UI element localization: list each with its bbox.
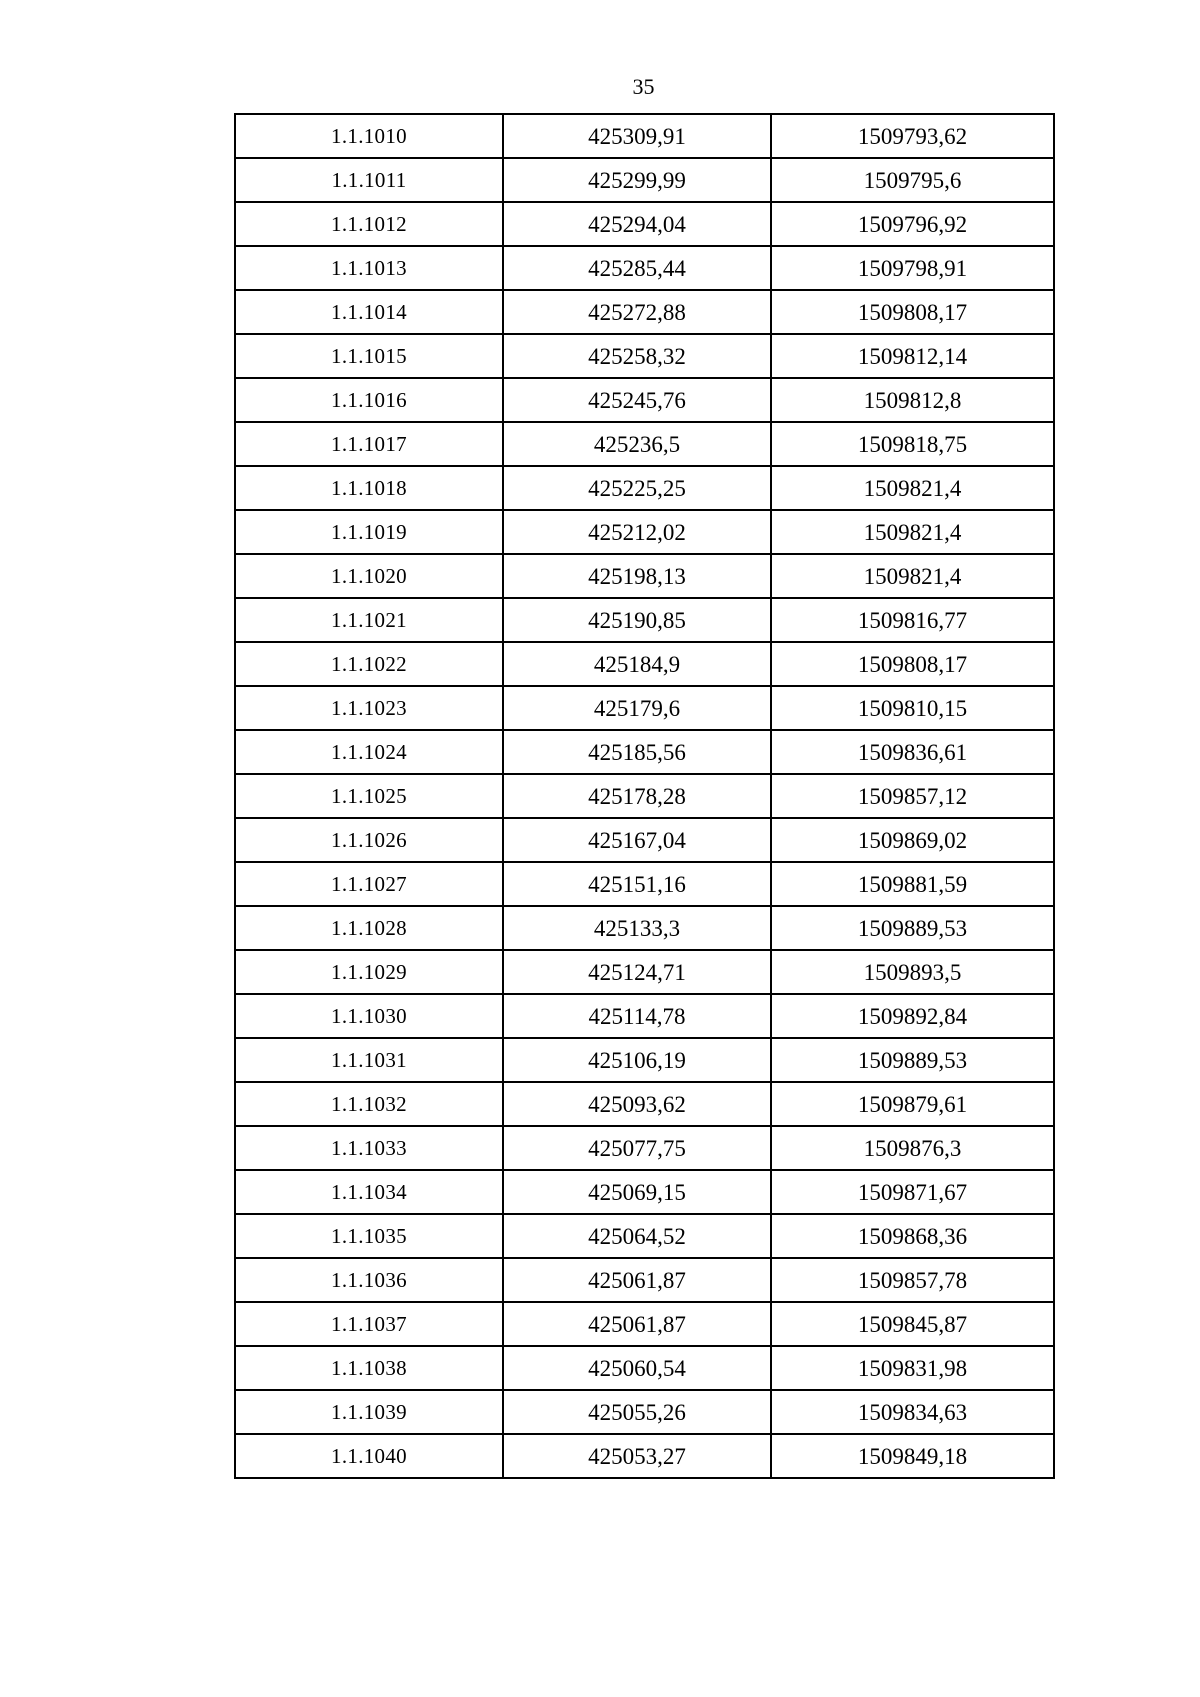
- table-row: [235, 1126, 1054, 1170]
- point-id-cell: 1.1.1028: [235, 906, 503, 950]
- x-coordinate-cell: 425133,3: [503, 906, 771, 950]
- y-coordinate-cell: 1509881,59: [771, 862, 1054, 906]
- y-coordinate-cell: 1509892,84: [771, 994, 1054, 1038]
- table-row: [235, 774, 1054, 818]
- y-coordinate-cell: 1509818,75: [771, 422, 1054, 466]
- point-id-cell: 1.1.1011: [235, 158, 503, 202]
- point-id-cell: 1.1.1024: [235, 730, 503, 774]
- y-coordinate-cell: 1509869,02: [771, 818, 1054, 862]
- table-row: [235, 994, 1054, 1038]
- table-row: [235, 1390, 1054, 1434]
- point-id-cell: 1.1.1038: [235, 1346, 503, 1390]
- table-row: [235, 1258, 1054, 1302]
- x-coordinate-cell: 425124,71: [503, 950, 771, 994]
- x-coordinate-cell: 425272,88: [503, 290, 771, 334]
- point-id-cell: 1.1.1014: [235, 290, 503, 334]
- y-coordinate-cell: 1509821,4: [771, 510, 1054, 554]
- y-coordinate-cell: 1509793,62: [771, 114, 1054, 158]
- point-id-cell: 1.1.1039: [235, 1390, 503, 1434]
- table-row: [235, 378, 1054, 422]
- table-row: [235, 818, 1054, 862]
- page-number: 35: [632, 74, 655, 99]
- table-row: [235, 862, 1054, 906]
- y-coordinate-cell: 1509871,67: [771, 1170, 1054, 1214]
- x-coordinate-cell: 425055,26: [503, 1390, 771, 1434]
- x-coordinate-cell: 425061,87: [503, 1302, 771, 1346]
- point-id-cell: 1.1.1033: [235, 1126, 503, 1170]
- point-id-cell: 1.1.1032: [235, 1082, 503, 1126]
- x-coordinate-cell: 425285,44: [503, 246, 771, 290]
- table-row: [235, 466, 1054, 510]
- point-id-cell: 1.1.1023: [235, 686, 503, 730]
- table-row: [235, 554, 1054, 598]
- point-id-cell: 1.1.1018: [235, 466, 503, 510]
- x-coordinate-cell: 425190,85: [503, 598, 771, 642]
- x-coordinate-cell: 425236,5: [503, 422, 771, 466]
- x-coordinate-cell: 425225,25: [503, 466, 771, 510]
- table-row: [235, 598, 1054, 642]
- x-coordinate-cell: 425064,52: [503, 1214, 771, 1258]
- point-id-cell: 1.1.1017: [235, 422, 503, 466]
- x-coordinate-cell: 425151,16: [503, 862, 771, 906]
- x-coordinate-cell: 425184,9: [503, 642, 771, 686]
- y-coordinate-cell: 1509845,87: [771, 1302, 1054, 1346]
- y-coordinate-cell: 1509808,17: [771, 290, 1054, 334]
- table-row: [235, 158, 1054, 202]
- y-coordinate-cell: 1509831,98: [771, 1346, 1054, 1390]
- x-coordinate-cell: 425053,27: [503, 1434, 771, 1478]
- y-coordinate-cell: 1509808,17: [771, 642, 1054, 686]
- point-id-cell: 1.1.1040: [235, 1434, 503, 1478]
- x-coordinate-cell: 425106,19: [503, 1038, 771, 1082]
- y-coordinate-cell: 1509857,12: [771, 774, 1054, 818]
- point-id-cell: 1.1.1016: [235, 378, 503, 422]
- x-coordinate-cell: 425294,04: [503, 202, 771, 246]
- table-row: [235, 1434, 1054, 1478]
- point-id-cell: 1.1.1019: [235, 510, 503, 554]
- y-coordinate-cell: 1509876,3: [771, 1126, 1054, 1170]
- table-row: [235, 246, 1054, 290]
- y-coordinate-cell: 1509889,53: [771, 1038, 1054, 1082]
- x-coordinate-cell: 425258,32: [503, 334, 771, 378]
- point-id-cell: 1.1.1010: [235, 114, 503, 158]
- table-row: [235, 334, 1054, 378]
- x-coordinate-cell: 425077,75: [503, 1126, 771, 1170]
- y-coordinate-cell: 1509816,77: [771, 598, 1054, 642]
- point-id-cell: 1.1.1031: [235, 1038, 503, 1082]
- point-id-cell: 1.1.1035: [235, 1214, 503, 1258]
- y-coordinate-cell: 1509812,8: [771, 378, 1054, 422]
- y-coordinate-cell: 1509849,18: [771, 1434, 1054, 1478]
- point-id-cell: 1.1.1012: [235, 202, 503, 246]
- x-coordinate-cell: 425093,62: [503, 1082, 771, 1126]
- table-row: [235, 906, 1054, 950]
- point-id-cell: 1.1.1037: [235, 1302, 503, 1346]
- table-row: [235, 510, 1054, 554]
- table-row: [235, 202, 1054, 246]
- y-coordinate-cell: 1509810,15: [771, 686, 1054, 730]
- y-coordinate-cell: 1509836,61: [771, 730, 1054, 774]
- x-coordinate-cell: 425069,15: [503, 1170, 771, 1214]
- coordinates-table-body: [235, 114, 1054, 1478]
- y-coordinate-cell: 1509821,4: [771, 466, 1054, 510]
- y-coordinate-cell: 1509889,53: [771, 906, 1054, 950]
- y-coordinate-cell: 1509812,14: [771, 334, 1054, 378]
- coordinates-table: [234, 113, 1055, 1479]
- table-row: [235, 114, 1054, 158]
- x-coordinate-cell: 425061,87: [503, 1258, 771, 1302]
- table-row: [235, 1346, 1054, 1390]
- x-coordinate-cell: 425245,76: [503, 378, 771, 422]
- x-coordinate-cell: 425178,28: [503, 774, 771, 818]
- point-id-cell: 1.1.1034: [235, 1170, 503, 1214]
- table-row: [235, 642, 1054, 686]
- point-id-cell: 1.1.1021: [235, 598, 503, 642]
- point-id-cell: 1.1.1022: [235, 642, 503, 686]
- point-id-cell: 1.1.1020: [235, 554, 503, 598]
- x-coordinate-cell: 425179,6: [503, 686, 771, 730]
- x-coordinate-cell: 425185,56: [503, 730, 771, 774]
- y-coordinate-cell: 1509795,6: [771, 158, 1054, 202]
- table-row: [235, 1302, 1054, 1346]
- point-id-cell: 1.1.1036: [235, 1258, 503, 1302]
- x-coordinate-cell: 425309,91: [503, 114, 771, 158]
- y-coordinate-cell: 1509796,92: [771, 202, 1054, 246]
- point-id-cell: 1.1.1026: [235, 818, 503, 862]
- point-id-cell: 1.1.1030: [235, 994, 503, 1038]
- x-coordinate-cell: 425299,99: [503, 158, 771, 202]
- x-coordinate-cell: 425114,78: [503, 994, 771, 1038]
- table-row: [235, 1038, 1054, 1082]
- table-row: [235, 950, 1054, 994]
- x-coordinate-cell: 425167,04: [503, 818, 771, 862]
- y-coordinate-cell: 1509798,91: [771, 246, 1054, 290]
- table-row: [235, 422, 1054, 466]
- x-coordinate-cell: 425198,13: [503, 554, 771, 598]
- y-coordinate-cell: 1509821,4: [771, 554, 1054, 598]
- table-row: [235, 1170, 1054, 1214]
- table-row: [235, 1082, 1054, 1126]
- y-coordinate-cell: 1509834,63: [771, 1390, 1054, 1434]
- point-id-cell: 1.1.1025: [235, 774, 503, 818]
- table-row: [235, 686, 1054, 730]
- point-id-cell: 1.1.1027: [235, 862, 503, 906]
- table-row: [235, 730, 1054, 774]
- point-id-cell: 1.1.1029: [235, 950, 503, 994]
- point-id-cell: 1.1.1015: [235, 334, 503, 378]
- table-row: [235, 290, 1054, 334]
- table-row: [235, 1214, 1054, 1258]
- x-coordinate-cell: 425060,54: [503, 1346, 771, 1390]
- y-coordinate-cell: 1509893,5: [771, 950, 1054, 994]
- y-coordinate-cell: 1509879,61: [771, 1082, 1054, 1126]
- point-id-cell: 1.1.1013: [235, 246, 503, 290]
- x-coordinate-cell: 425212,02: [503, 510, 771, 554]
- y-coordinate-cell: 1509857,78: [771, 1258, 1054, 1302]
- y-coordinate-cell: 1509868,36: [771, 1214, 1054, 1258]
